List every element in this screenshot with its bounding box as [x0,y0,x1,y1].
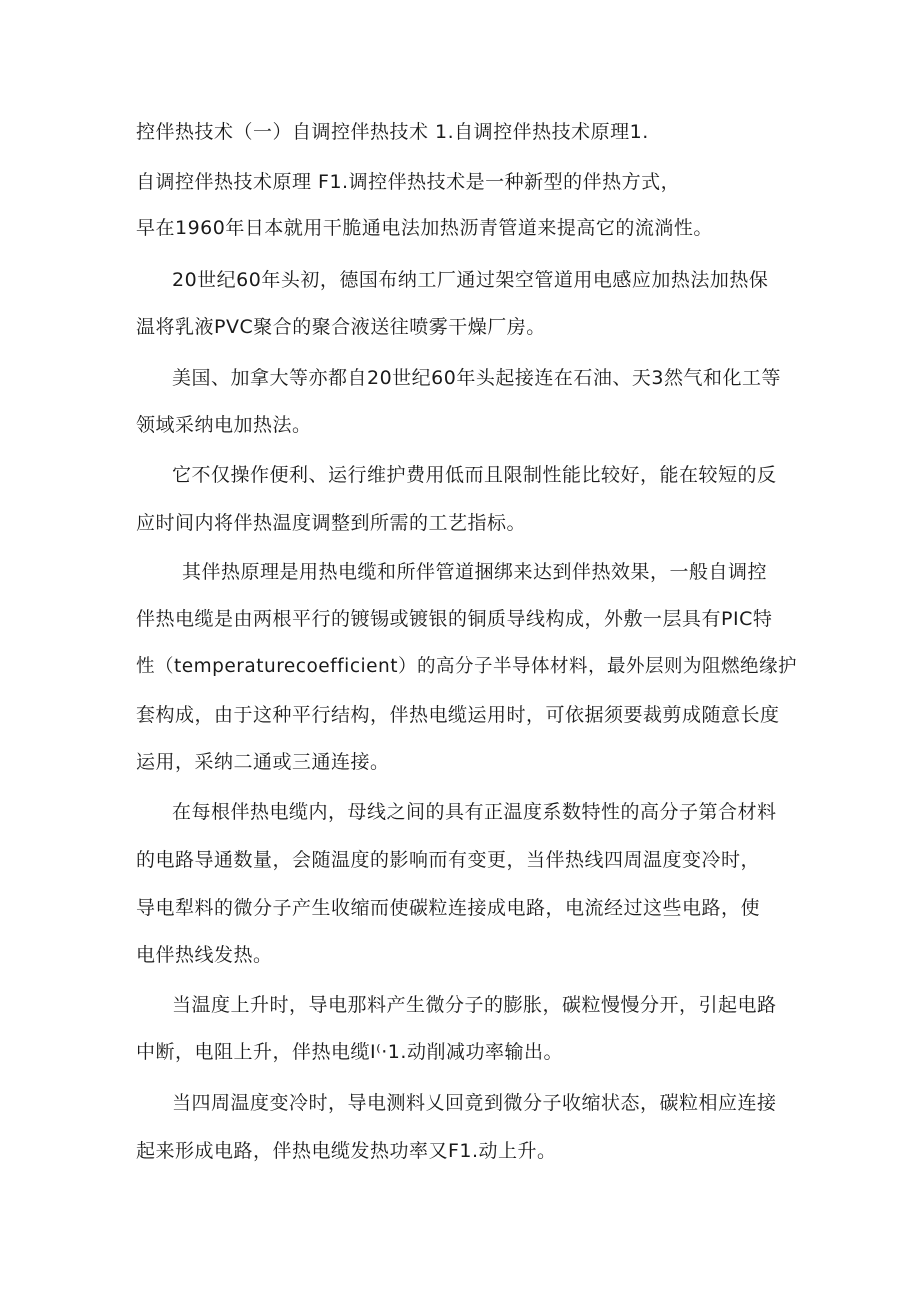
text-line: 自调控伴热技术原理 F1.调控伴热技术是一种新型的伴热方式， [136,171,681,193]
text-line: 在每根伴热电缆内，母线之间的具有正温度系数特性的高分子第合材料 [172,801,777,823]
text-line: 运用，采纳二通或三通连接。 [136,751,390,773]
text-line: 应时间内将伴热温度调整到所需的工艺指标。 [136,512,527,534]
text-line: 领域采纳电加热法。 [136,414,312,436]
text-line: 早在1960年日本就用干脆通电法加热沥青管道来提高它的流淌性。 [136,217,713,239]
text-line: 伴热电缆是由两根平行的镀锡或镀银的铜质导线构成，外敷一层具有PIC特 [136,608,773,630]
text-line: 控伴热技术（一）自调控伴热技术 1.自调控伴热技术原理1. [136,121,649,143]
text-line: 中断，电阻上升，伴热电缆I⁽·1.动削减功率输出。 [136,1041,563,1063]
text-line: 的电路导通数量，会随温度的影响而有变更，当伴热线四周温度变冷时， [136,849,761,871]
text-line: 它不仅操作便利、运行维护费用低而且限制性能比较好，能在较短的反 [172,464,777,486]
text-line: 温将乳液PVC聚合的聚合液送往喷雾干燥厂房。 [136,316,546,338]
text-line: 当温度上升时，导电那料产生微分子的膨胀，碳粒慢慢分开，引起电路 [172,994,777,1016]
text-line: 电伴热线发热。 [136,944,273,966]
text-line: 美国、加拿大等亦都自20世纪60年头起接连在石油、天3然气和化工等 [172,367,781,389]
text-line: 套构成，由于这种平行结构，伴热电缆运用时，可依据须要裁剪成随意长度 [136,704,780,726]
text-line: 其伴热原理是用热电缆和所伴管道捆绑来达到伴热效果，一般自调控 [182,561,768,583]
text-line: 20世纪60年头初，德国布纳工厂通过架空管道用电感应加热法加热保 [172,269,769,291]
text-line: 当四周温度变冷时，导电测料乂回竟到微分子收缩状态，碳粒相应连接 [172,1092,777,1114]
text-line: 起来形成电路，伴热电缆发热功率又F1.动上升。 [136,1140,557,1162]
text-line: 导电犁料的微分子产生收缩而使碳粒连接成电路，电流经过这些电路，使 [136,897,761,919]
text-line: 性（temperaturecoefficient）的高分子半导体材料，最外层则为阻燃绝缘护 [136,656,797,677]
